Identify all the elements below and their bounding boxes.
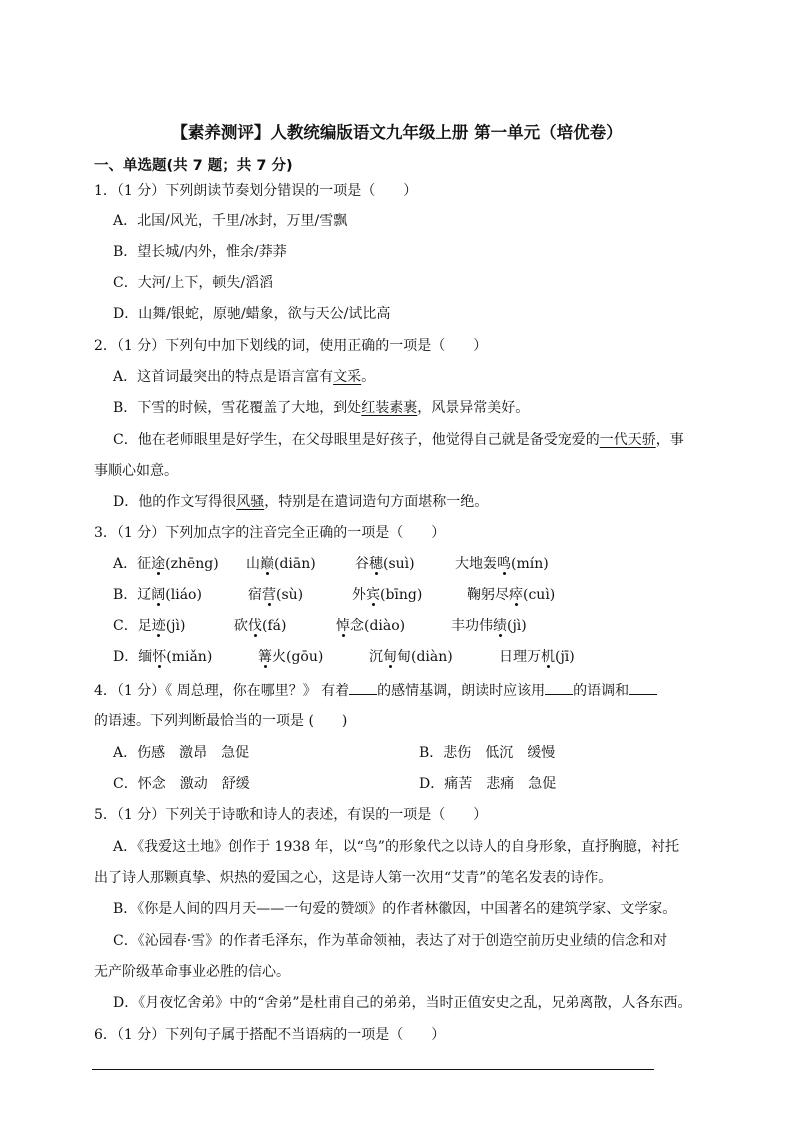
- option-c-item-4: [451, 616, 527, 636]
- dotted-char: 巅: [260, 556, 274, 572]
- option-d-item-2: [258, 647, 323, 667]
- question-5-option-c: C．《沁园春·雪》的作者毛泽东，作为革命领袖，表达了对于创造空前历史业绩的信念和对: [113, 933, 668, 949]
- option-d-item-3: [369, 647, 453, 667]
- fill-blank: [545, 680, 573, 695]
- dotted-char: 营: [262, 587, 276, 603]
- plain-text: 外: [352, 587, 366, 603]
- option-c-item-2: [234, 616, 286, 636]
- option-c-item-1: [113, 616, 185, 636]
- page-title: 【素养测评】人教统编版语文九年级上册 第一单元（培优卷）: [171, 123, 623, 142]
- plain-text: 甸: [397, 649, 411, 665]
- fill-blank: [629, 680, 657, 695]
- pinyin: (miǎn): [166, 649, 213, 665]
- pinyin: (jì): [165, 618, 186, 634]
- plain-text: 宿: [248, 587, 262, 603]
- pinyin: (jì): [507, 618, 527, 634]
- option-a-item-2: [246, 554, 316, 574]
- plain-text: D．缅: [113, 649, 153, 665]
- plain-text: 山: [246, 556, 260, 572]
- option-a-underlined-word: 文采: [333, 369, 362, 385]
- option-b-underlined-word: 红装素裹: [361, 400, 418, 416]
- question-4-stem-continued: 的语速。下列判断最恰当的一项是 ( ): [94, 713, 348, 729]
- option-a-item-1: [113, 554, 219, 574]
- question-2-option-a: [113, 367, 375, 387]
- question-1-option-a: A．北国/风光，千里/冰封，万里/雪飘: [113, 213, 348, 229]
- pinyin: (fá): [262, 618, 287, 634]
- option-a-end: 。: [361, 369, 376, 385]
- stem-part-2: 的感情基调，朗读时应该用: [377, 683, 546, 699]
- option-b-item-3: [352, 585, 422, 605]
- question-5-option-a-continued: 出了诗人那颗真挚、炽热的爱国之心，这是诗人第一次用“艾青”的笔名发表的诗作。: [94, 870, 613, 886]
- pinyin: (diān): [274, 556, 316, 572]
- option-a-item-4: [455, 554, 549, 574]
- question-2-option-c: [113, 430, 684, 450]
- question-2-option-c-continued: 事顺心如意。: [94, 463, 178, 479]
- option-d-item-1: [113, 647, 212, 667]
- pinyin: (mín): [511, 556, 549, 572]
- pinyin: (liáo): [165, 587, 202, 603]
- plain-text: 谷: [355, 556, 369, 572]
- option-b-item-4: [467, 585, 555, 605]
- pinyin: (suì): [383, 556, 415, 572]
- dotted-char: 途: [151, 556, 166, 572]
- option-b-item-2: [248, 585, 303, 605]
- dotted-char: 篝: [258, 649, 272, 665]
- question-2-option-d: [113, 492, 488, 512]
- option-d-text: D．他的作文写得很: [113, 494, 237, 510]
- option-a-text: A．这首词最突出的特点是语言富有: [113, 369, 334, 385]
- plain-text: 丰功伟: [451, 618, 493, 634]
- dotted-char: 鸣: [497, 556, 511, 572]
- dotted-char: 穗: [369, 556, 383, 572]
- option-a-item-3: [355, 554, 415, 574]
- plain-text: 沉: [369, 649, 383, 665]
- pinyin: (cuì): [523, 587, 556, 603]
- dotted-char: 阔: [151, 587, 166, 603]
- dotted-char: 甸: [383, 649, 397, 665]
- question-1-option-b: B．望长城/内外，惟余/莽莽: [113, 244, 287, 260]
- plain-text: 火: [272, 649, 286, 665]
- option-b-item-1: [113, 585, 202, 605]
- plain-text: 念: [350, 618, 364, 634]
- section-heading: 一、单选题(共 7 题；共 7 分): [94, 158, 293, 174]
- pinyin: (bīng): [380, 587, 423, 603]
- pinyin: (zhēng): [165, 556, 219, 572]
- option-c-underlined-word: 一代天骄: [599, 432, 656, 448]
- pinyin: (sù): [276, 587, 304, 603]
- stem-part-1: 4．（1 分）《 周总理，你在哪里？》 有着: [94, 683, 350, 699]
- question-2-option-b: [113, 398, 529, 418]
- option-d-end: ，特别是在遣词造句方面堪称一绝。: [264, 494, 489, 510]
- question-4-stem: [94, 680, 657, 701]
- question-4-option-b: B．悲伤 低沉 缓慢: [419, 745, 556, 761]
- pinyin: (diàn): [411, 649, 453, 665]
- question-1-option-c: C．大河/上下，顿失/滔滔: [113, 275, 274, 291]
- dotted-char: 宾: [366, 587, 380, 603]
- dotted-char: 悼: [336, 618, 350, 634]
- pinyin: (jī): [555, 649, 575, 665]
- plain-text: A．征: [113, 556, 152, 572]
- question-4-option-c: C．怀念 激动 舒缓: [113, 776, 250, 792]
- dotted-char: 伐: [248, 618, 262, 634]
- plain-text: B．辽: [113, 587, 152, 603]
- option-d-underlined-word: 风骚: [236, 494, 265, 510]
- dotted-char: 机: [541, 649, 555, 665]
- plain-text: C．足: [113, 618, 152, 634]
- dotted-char: 怀: [152, 649, 167, 665]
- question-5-stem: 5．（1 分）下列关于诗歌和诗人的表述，有误的一项是（ ）: [94, 807, 488, 823]
- option-b-end: ，风景异常美好。: [417, 400, 530, 416]
- question-4-option-d: D．痛苦 悲痛 急促: [419, 776, 557, 792]
- question-5-option-b: B．《你是人间的四月天——一句爱的赞颂》的作者林徽因，中国著名的建筑学家、文学家。: [113, 901, 677, 917]
- option-b-text: B．下雪的时候，雪花覆盖了大地，到处: [113, 400, 362, 416]
- question-5-option-a: A．《我爱这土地》创作于 1938 年，以“鸟”的形象代之以诗人的自身形象，直抒胸臆，衬托: [113, 839, 679, 855]
- question-3-stem: 3．（1 分）下列加点字的注音完全正确的一项是（ ）: [94, 525, 446, 541]
- stem-part-3: 的语调和: [573, 683, 630, 699]
- option-c-end: ，事: [655, 432, 684, 448]
- dotted-char: 瘁: [509, 587, 523, 603]
- plain-text: 鞠躬尽: [467, 587, 509, 603]
- plain-text: 砍: [234, 618, 248, 634]
- fill-blank: [349, 680, 377, 695]
- footer-divider: [92, 1069, 654, 1070]
- option-c-text: C．他在老师眼里是好学生，在父母眼里是好孩子，他觉得自己就是备受宠爱的: [113, 432, 600, 448]
- plain-text: 日理万: [499, 649, 541, 665]
- plain-text: 大地轰: [455, 556, 497, 572]
- question-4-option-a: A．伤感 激昂 急促: [113, 745, 250, 761]
- question-2-stem: 2．（1 分）下列句中加下划线的词，使用正确的一项是（ ）: [94, 338, 488, 354]
- dotted-char: 迹: [151, 618, 166, 634]
- question-1-stem: 1．（1 分）下列朗读节奏划分错误的一项是（ ）: [94, 183, 418, 199]
- question-5-option-d: D．《月夜忆舍弟》中的“舍弟”是杜甫自己的弟弟，当时正值安史之乱，兄弟离散，人各东西。: [113, 995, 692, 1011]
- option-d-item-4: [499, 647, 575, 667]
- question-5-option-c-continued: 无产阶级革命事业必胜的信心。: [94, 964, 290, 980]
- question-1-option-d: D．山舞/银蛇，原驰/蜡象，欲与天公/试比高: [113, 306, 391, 322]
- question-6-stem: 6．（1 分）下列句子属于搭配不当语病的一项是（ ）: [94, 1027, 446, 1043]
- option-c-item-3: [336, 616, 405, 636]
- pinyin: (gōu): [286, 649, 324, 665]
- dotted-char: 绩: [493, 618, 507, 634]
- pinyin: (diào): [364, 618, 406, 634]
